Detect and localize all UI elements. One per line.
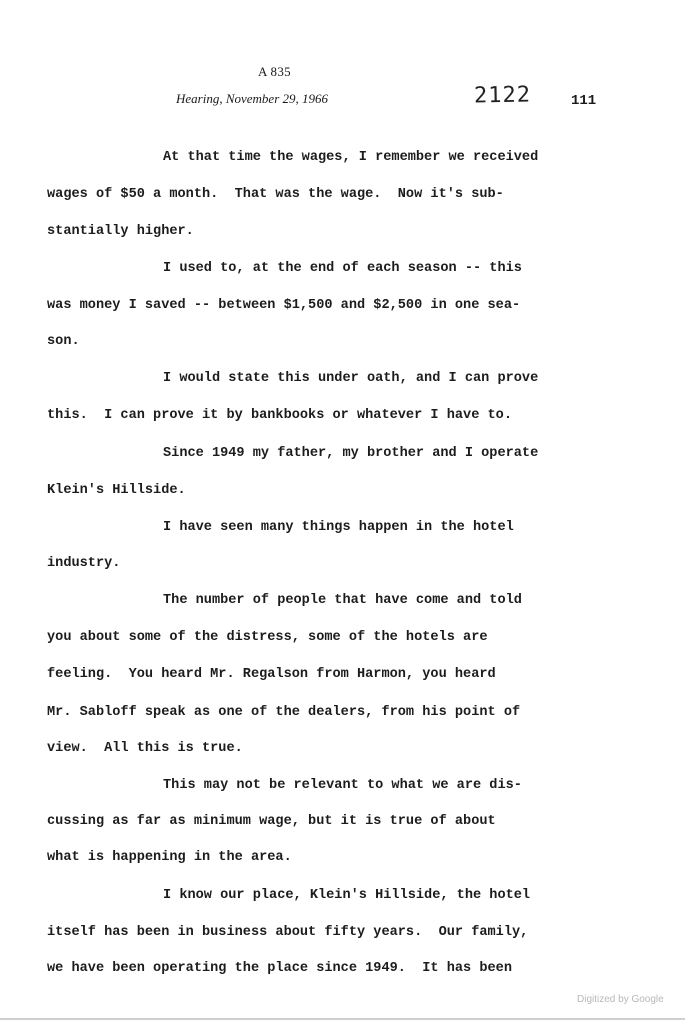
text-line: stantially higher. [47,224,194,239]
text-line: feeling. You heard Mr. Regalson from Harmon, you heard [47,667,496,682]
digitized-watermark: Digitized by Google [577,994,664,1005]
page-number: 111 [571,93,597,109]
text-line: This may not be relevant to what we are dis- [163,778,522,793]
text-line: wages of $50 a month. That was the wage. Now it's sub- [47,187,504,202]
text-line: I would state this under oath, and I can prove [163,371,539,386]
page-bottom-divider [0,1018,685,1020]
text-line: I know our place, Klein's Hillside, the hotel [163,888,531,903]
text-line: view. All this is true. [47,741,243,756]
text-line: was money I saved -- between $1,500 and $2,500 in one sea- [47,298,521,313]
text-line: we have been operating the place since 1949. It has been [47,961,512,976]
text-line: The number of people that have come and told [163,593,522,608]
text-line: what is happening in the area. [47,850,292,865]
text-line: itself has been in business about fifty years. Our family, [47,925,529,940]
hearing-title: Hearing, November 29, 1966 [176,91,329,106]
text-line: cussing as far as minimum wage, but it is true of about [47,814,496,829]
page-stamp: 2122 [473,82,532,109]
document-code: A 835 [258,64,291,79]
text-line: I used to, at the end of each season -- this [163,261,522,276]
text-line: this. I can prove it by bankbooks or whatever I have to. [47,408,512,423]
text-line: At that time the wages, I remember we received [163,150,539,165]
text-line: son. [47,334,80,349]
text-line: Mr. Sabloff speak as one of the dealers, from his point of [47,705,521,720]
text-line: Since 1949 my father, my brother and I operate [163,446,539,461]
text-line: Klein's Hillside. [47,483,186,498]
text-line: you about some of the distress, some of the hotels are [47,630,488,645]
text-line: industry. [47,556,121,571]
text-line: I have seen many things happen in the hotel [163,520,514,535]
